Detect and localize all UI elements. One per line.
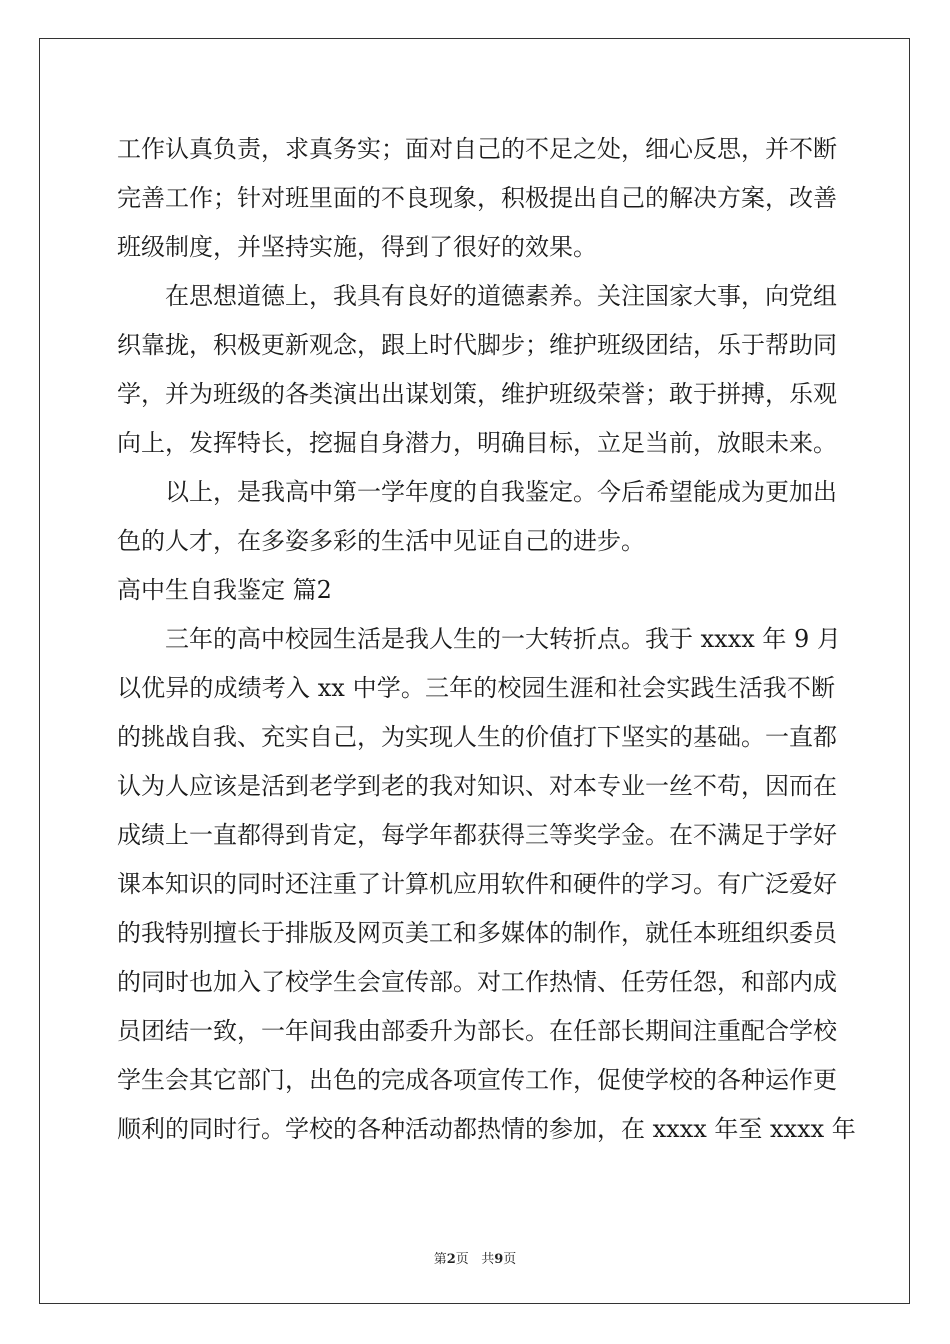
- section-heading: 高中生自我鉴定 篇2: [117, 576, 332, 604]
- text-line: 的挑战自我、充实自己，为实现人生的价值打下坚实的基础。一直都: [117, 723, 837, 751]
- text-line: 向上，发挥特长，挖掘自身潜力，明确目标，立足当前，放眼未来。: [117, 429, 837, 457]
- current-page-number: 2: [446, 1252, 456, 1267]
- text-line: 课本知识的同时还注重了计算机应用软件和硬件的学习。有广泛爱好: [117, 870, 837, 898]
- document-body: [117, 125, 856, 1154]
- paragraph: [117, 125, 835, 272]
- text-line: 学，并为班级的各类演出出谋划策，维护班级荣誉；敢于拼搏，乐观: [117, 380, 837, 408]
- total-label-prefix: 共: [481, 1252, 495, 1267]
- text-line: 完善工作；针对班里面的不良现象，积极提出自己的解决方案，改善: [117, 184, 837, 212]
- text-line: 以上，是我高中第一学年度的自我鉴定。今后希望能成为更加出: [165, 478, 837, 506]
- text-line: 班级制度，并坚持实施，得到了很好的效果。: [117, 233, 597, 261]
- text-line: 三年的高中校园生活是我人生的一大转折点。我于 xxxx 年 9 月: [165, 625, 841, 653]
- page-label-prefix: 第: [433, 1252, 447, 1267]
- text-line: 顺利的同时行。学校的各种活动都热情的参加，在 xxxx 年至 xxxx 年: [117, 1115, 856, 1143]
- paragraph: [117, 272, 835, 468]
- text-line: 工作认真负责，求真务实；面对自己的不足之处，细心反思，并不断: [117, 135, 837, 163]
- text-line: 的我特别擅长于排版及网页美工和多媒体的制作，就任本班组织委员: [117, 919, 837, 947]
- paragraph: [117, 615, 856, 1154]
- text-line: 成绩上一直都得到肯定，每学年都获得三等奖学金。在不满足于学好: [117, 821, 837, 849]
- text-line: 色的人才，在多姿多彩的生活中见证自己的进步。: [117, 527, 645, 555]
- total-label-suffix: 页: [503, 1252, 517, 1267]
- text-line: 在思想道德上，我具有良好的道德素养。关注国家大事，向党组: [165, 282, 837, 310]
- text-line: 的同时也加入了校学生会宣传部。对工作热情、任劳任怨，和部内成: [117, 968, 837, 996]
- text-line: 织靠拢，积极更新观念，跟上时代脚步；维护班级团结，乐于帮助同: [117, 331, 837, 359]
- text-line: 员团结一致，一年间我由部委升为部长。在任部长期间注重配合学校: [117, 1017, 837, 1045]
- text-line: 以优异的成绩考入 xx 中学。三年的校园生涯和社会实践生活我不断: [117, 674, 835, 702]
- text-line: 学生会其它部门，出色的完成各项宣传工作，促使学校的各种运作更: [117, 1066, 837, 1094]
- page-label-suffix: 页: [455, 1252, 469, 1267]
- total-page-count: 9: [494, 1252, 504, 1267]
- text-line: 认为人应该是活到老学到老的我对知识、对本专业一丝不苟，因而在: [117, 772, 837, 800]
- page-footer: [0, 1248, 950, 1267]
- paragraph: [117, 468, 835, 566]
